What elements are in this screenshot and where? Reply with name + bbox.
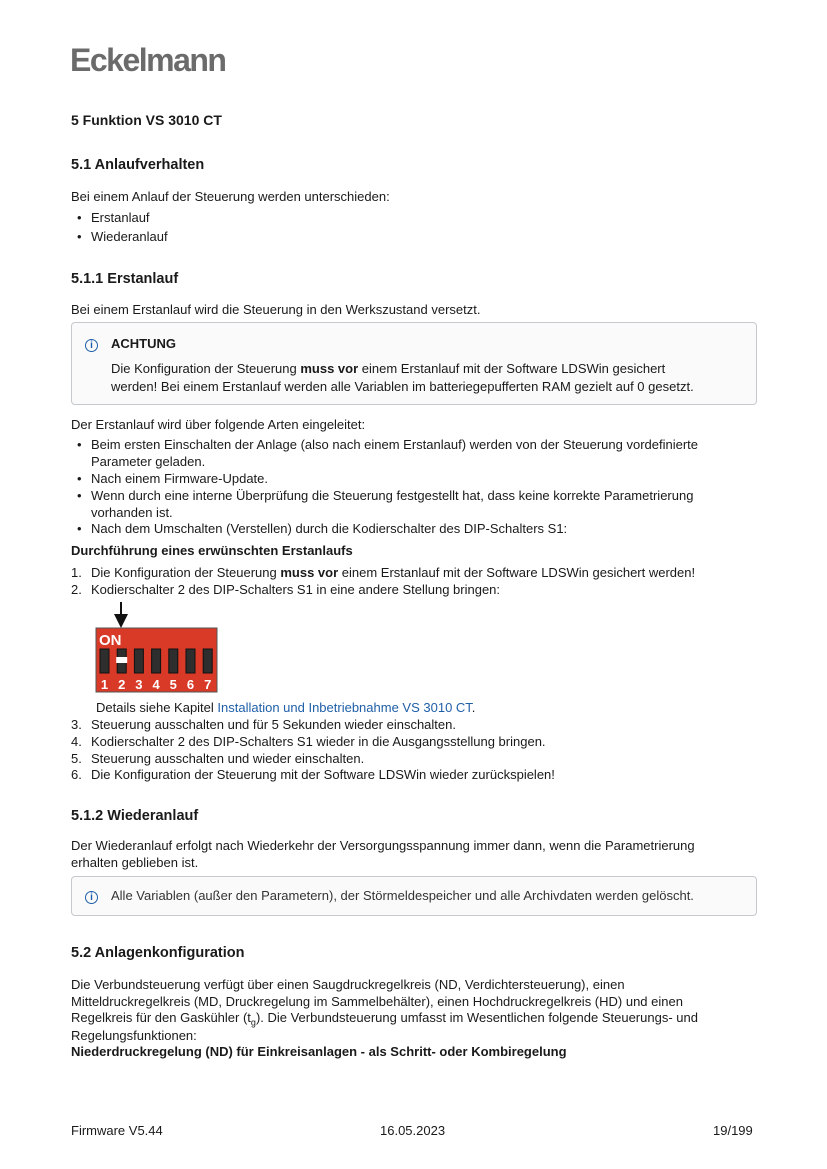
notice-text: werden! Bei einem Erstanlauf werden alle Variablen im batteriegepufferten RAM gezielt auf 0 gesetzt. <box>111 379 694 394</box>
dip-number: 7 <box>204 677 212 692</box>
dip-number: 1 <box>100 677 109 692</box>
document-page: Eckelmann 5 Funktion VS 3010 CT 5.1 Anlaufverhalten Bei einem Anlauf der Steuerung werden unterschieden: • Erstanlauf • Wiederanlauf 5.1.1 Erstanlauf Bei einem Erstanlauf wird die Steuerung in den Werkszustand versetzt. i ACHTUNG Die Konfiguration der Steuerung muss vor einem Erstanlauf mit der Software LDSWin gesichert werden! Bei einem Erstanlauf werden alle Variablen im batteriegepufferten RAM gezielt auf 0 gesetzt. Der Erstanlauf wird über folgende Arten eingeleitet: • Beim ersten Einschalten der Anlage (also nach einem Erstanlauf) werden von der Steuerung vordefinierte Parameter geladen. • Nach einem Firmware-Update. • Wenn durch eine interne Überprüfung die Steuerung festgestellt hat, dass keine korrekte Parametrierung vorhanden ist. • Nach dem Umschalten (Verstellen) durch die Kodierschalter des DIP-Schalters S1: Durchführung eines erwünschten Erstanlaufs 1. Die Konfiguration der Steuerung muss vor einem Erstanlauf mit der Software LDSWin gesichert werden! 2. Kodierschalter 2 des DIP-Schalters S1 in eine andere Stellung bringen: ON 1 2 3 4 5 6 7 Details siehe Kapitel Installation und Inbetriebnahme VS 3010 CT. 3. Steuerung ausschalten und für 5 Sekunden wieder einschalten. 4. Kodierschalter 2 des DIP-Schalters S1 wieder in die Ausgangsstellung bringen. 5. Steuerung ausschalten und wieder einschalten. 6. Die Konfiguration der Steuerung mit der Software LDSWin wieder zurückspielen! 5.1.2 Wiederanlauf Der Wiederanlauf erfolgt nach Wiederkehr der Versorgungsspannung immer dann, wenn die Parametrierung erhalten geblieben ist. i Alle Variablen (außer den Parametern), der Störmeldespeicher und alle Archivdaten werden gelöscht. 5.2 Anlagenkonfiguration Die Verbundsteuerung verfügt über einen Saugdruckregelkreis (ND, Verdichtersteuerung), einen Mitteldruckregelkreis (MD, Druckregelung im Sammelbehälter), einen Hochdruckregelkreis (HD) und einen Regelkreis für den Gaskühler $(t_g)$. Die Verbundsteuerung umfasst im Wesentlichen folgende Steuerungs- und Regelungsfunktionen: Niederdruckregelung (ND) für Einkreisanlagen - als Schritt- oder Kombiregelung Firmware V5.44 16.05.2023 19/199 <box>0 0 827 1169</box>
eckelmann-logo: Eckelmann <box>70 42 226 78</box>
paragraph: Regelkreis für den Gaskühler $(t_g)$. Die Verbundsteuerung umfasst im Wesentlichen folgende Steuerungs- und <box>71 1010 698 1028</box>
dip-number: 6 <box>186 677 195 692</box>
dip-switch-knob <box>116 657 127 663</box>
section-title: 5.1 Anlaufverhalten <box>71 157 205 173</box>
dip-number: 4 <box>152 677 160 692</box>
footer-firmware: Firmware V5.44 <box>71 1123 163 1138</box>
paragraph: Bei einem Erstanlauf wird die Steuerung in den Werkszustand versetzt. <box>71 302 481 317</box>
paragraph: Der Erstanlauf wird über folgende Arten eingeleitet: <box>71 417 366 432</box>
warning-notice <box>71 322 757 405</box>
notice-title: ACHTUNG <box>111 336 176 351</box>
dip-switch-4 <box>152 649 161 673</box>
paragraph-bold: Niederdruckregelung (ND) für Einkreisanlagen - als Schritt- oder Kombiregelung <box>71 1044 567 1059</box>
section-title: 5.1.1 Erstanlauf <box>71 271 179 287</box>
procedure-title: Durchführung eines erwünschten Erstanlaufs <box>71 543 353 558</box>
paragraph: Mitteldruckregelkreis (MD, Druckregelung im Sammelbehälter), einen Hochdruckregelkreis (HD) und einen <box>71 994 683 1009</box>
dip-on-label: ON <box>99 632 122 649</box>
footer-page-number: 19/199 <box>713 1123 753 1138</box>
dip-switch-7 <box>203 649 212 673</box>
info-icon: i <box>85 891 98 904</box>
notice-text: Die Konfiguration der Steuerung muss vor einem Erstanlauf mit der Software LDSWin gesichert <box>111 361 666 376</box>
dip-number: 3 <box>135 677 143 692</box>
notice-text: Alle Variablen (außer den Parametern), der Störmeldespeicher und alle Archivdaten werden gelöscht. <box>111 888 694 903</box>
chapter-title: 5 Funktion VS 3010 CT <box>71 112 222 128</box>
footer-date: 16.05.2023 <box>380 1123 446 1138</box>
dip-switch-1 <box>100 649 109 673</box>
dip-switch-6 <box>186 649 195 673</box>
section-title: 5.1.2 Wiederanlauf <box>71 808 199 824</box>
paragraph: erhalten geblieben ist. <box>71 855 199 870</box>
dip-switch-3 <box>134 649 143 673</box>
paragraph: Details siehe Kapitel Installation und Inbetriebnahme VS 3010 CT. <box>96 700 476 715</box>
chapter-link[interactable]: Installation und Inbetriebnahme VS 3010 CT <box>217 700 472 715</box>
info-notice <box>71 876 757 916</box>
paragraph: Regelungsfunktionen: <box>71 1028 197 1043</box>
dip-switch-5 <box>169 649 178 673</box>
paragraph: Die Verbundsteuerung verfügt über einen Saugdruckregelkreis (ND, Verdichtersteuerung), einen <box>71 977 625 992</box>
paragraph: Der Wiederanlauf erfolgt nach Wiederkehr der Versorgungsspannung immer dann, wenn die Parametrierung <box>71 838 695 853</box>
section-title: 5.2 Anlagenkonfiguration <box>71 945 245 961</box>
dip-switch-image <box>95 600 220 695</box>
dip-number: 2 <box>118 677 126 692</box>
info-icon: i <box>85 339 98 352</box>
dip-number: 5 <box>169 677 177 692</box>
paragraph: Bei einem Anlauf der Steuerung werden unterschieden: <box>71 189 390 204</box>
